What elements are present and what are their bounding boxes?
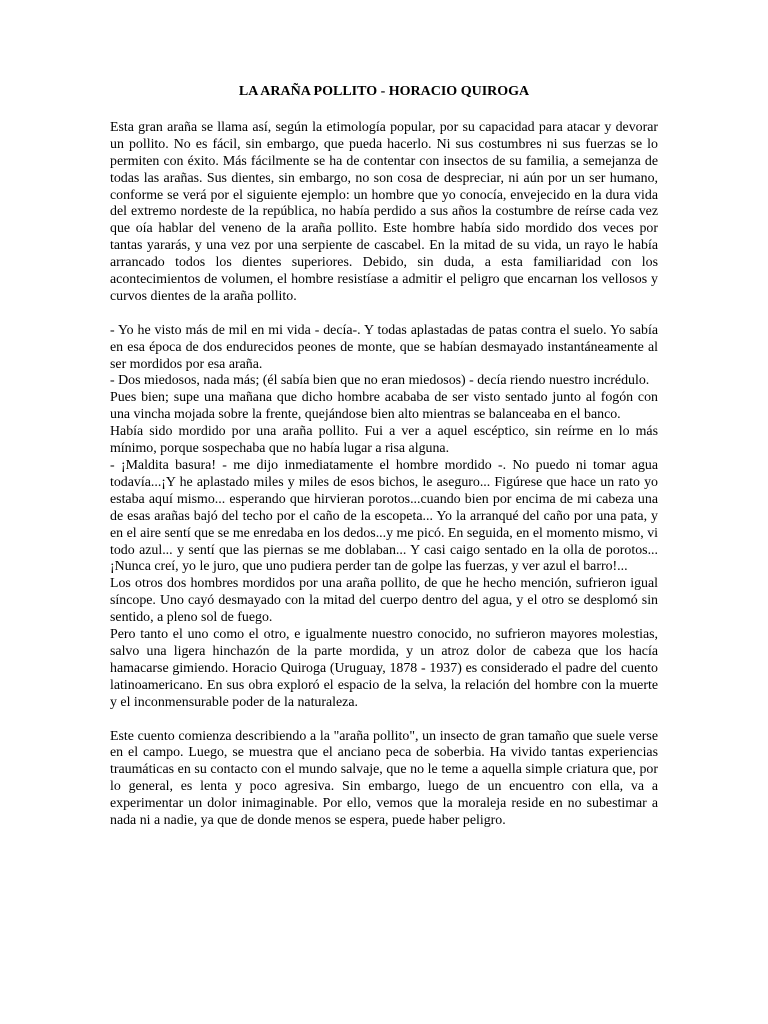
paragraph-narration-3: Los otros dos hombres mordidos por una araña pollito, de que he hecho mención, sufrieron igual síncope. Uno cayó desmayado con la mitad del cuerpo dentro del agua, y el otro se desplomó sin sentido, a pleno sol de fuego. xyxy=(110,576,658,626)
paragraph-gap xyxy=(110,712,658,729)
paragraph-narration-1: Pues bien; supe una mañana que dicho hombre acababa de ser visto sentado junto al fogón con una vincha mojada sobre la frente, quejándose bien alto mientras se balanceaba en el banco. xyxy=(110,390,658,423)
paragraph-intro: Esta gran araña se llama así, según la etimología popular, por su capacidad para atacar y devorar un pollito. No es fácil, sin embargo, que pueda hacerlo. Ni sus costumbres ni sus fuerzas se lo permiten con éxito. Más fácilmente se ha de contentar con insectos de su familia, a semejanza de todas las arañas. Sus dientes, sin embargo, no son cosa de despreciar, ni aún por un ser humano, conforme se verá por el siguiente ejemplo: un hombre que yo conocía, envejecido en la dura vida del extremo nordeste de la república, no había perdido a sus años la costumbre de reírse cada vez que oía hablar del veneno de la araña pollito. Este hombre había sido mordido dos veces por tantas yararás, y una vez por una serpiente de cascabel. En la mitad de su vida, un rayo le había arrancado todos los dientes superiores. Debido, sin duda, a esta familiaridad con los acontecimientos de volumen, el hombre resistíase a admitir el peligro que encarnan los vellosos y curvos dientes de la araña pollito. xyxy=(110,119,658,304)
document-page xyxy=(110,84,658,830)
paragraph-narration-4: Pero tanto el uno como el otro, e igualmente nuestro conocido, no sufrieron mayores molestias, salvo una ligera hinchazón de la parte mordida, y un atroz dolor de cabeza que los hacía hamacarse gimiendo. Horacio Quiroga (Uruguay, 1878 - 1937) es considerado el padre del cuento latinoamericano. En sus obra exploró el espacio de la selva, la relación del hombre con la muerte y el inconmensurable poder de la naturaleza. xyxy=(110,627,658,710)
paragraph-gap xyxy=(110,306,658,323)
paragraph-dialogue-3: - ¡Maldita basura! - me dijo inmediatamente el hombre mordido -. No puedo ni tomar agua todavía...¡Y he aplastado miles y miles de esos bichos, le aseguro... Figúrese que hace un rato yo estaba aquí mismo... esperando que hirvieran porotos...cuando bien por encima de mi cabeza una de esas arañas bajó del techo por el caño de la escopeta... Yo la arranqué del caño por una pata, y en el aire sentí que se me enredaba en los dedos...y me picó. En seguida, en el momento mismo, vi todo azul... y sentí que las piernas se me doblaban... Y casi caigo sentado en la olla de porotos... ¡Nunca creí, yo le juro, que uno pudiera perder tan de golpe las fuerzas, y ver azul el barro!... xyxy=(110,458,658,575)
paragraph-dialogue-2: - Dos miedosos, nada más; (él sabía bien que no eran miedosos) - decía riendo nuestro incrédulo. xyxy=(110,373,650,389)
paragraph-narration-2: Había sido mordido por una araña pollito. Fui a ver a aquel escéptico, sin reírme en lo más mínimo, porque sospechaba que no había lugar a risa alguna. xyxy=(110,424,658,457)
paragraph-analysis: Este cuento comienza describiendo a la "araña pollito", un insecto de gran tamaño que suele verse en el campo. Luego, se muestra que el anciano peca de soberbia. Ha vivido tantas experiencias traumáticas en su contacto con el mundo salvaje, que no le teme a aquella simple criatura que, por lo general, es lenta y poco agresiva. Sin embargo, luego de un encuentro con ella, va a experimentar un dolor inimaginable. Por ello, vemos que la moraleja reside en no subestimar a nada ni a nadie, ya que de donde menos se espera, puede haber peligro. xyxy=(110,728,658,829)
document-title: LA ARAÑA POLLITO - HORACIO QUIROGA xyxy=(238,84,530,99)
paragraph-dialogue-1: - Yo he visto más de mil en mi vida - decía-. Y todas aplastadas de patas contra el suelo. Yo sabía en esa época de dos endurecidos peones de monte, que se habían desmayado instantáneamente al ser mordidos por esa araña. xyxy=(110,322,658,372)
